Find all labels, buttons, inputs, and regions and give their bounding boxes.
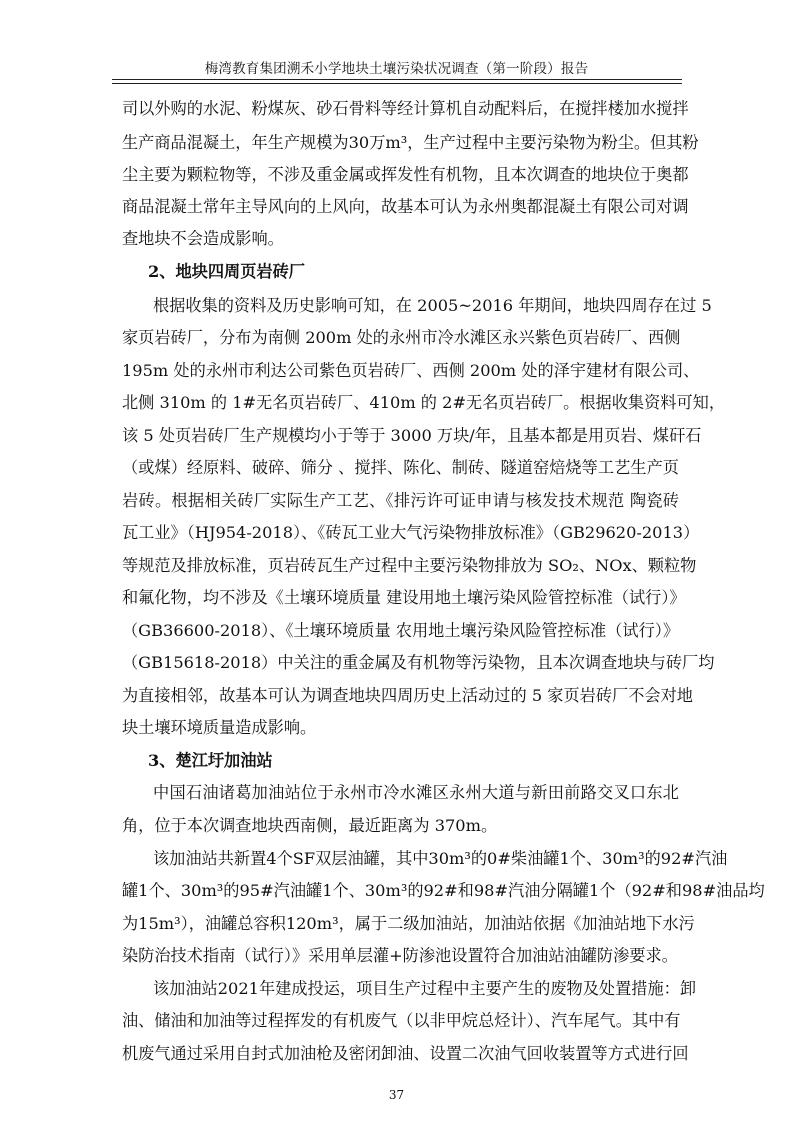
- text-line: 为15m³），油罐总容积120m³，属于二级加油站，加油站依据《加油站地下水污: [122, 914, 695, 933]
- text-line: 为直接相邻，故基本可认为调查地块四周历史上活动过的 5 家页岩砖厂不会对地: [122, 686, 693, 705]
- text-line: 尘主要为颗粒物等，不涉及重金属或挥发性有机物，且本次调查的地块位于奥都: [122, 165, 689, 184]
- text-line: 商品混凝土常年主导风向的上风向，故基本可认为永州奥都混凝土有限公司对调: [122, 197, 689, 216]
- text-line: 块土壤环境质量造成影响。: [122, 718, 317, 737]
- text-line: 司以外购的水泥、粉煤灰、砂石骨料等经计算机自动配料后，在搅拌楼加水搅拌: [122, 99, 689, 118]
- text-line: 该 5 处页岩砖厂生产规模均小于等于 3000 万块/年，且基本都是用页岩、煤矸石: [122, 426, 702, 445]
- text-line: 油、储油和加油等过程挥发的有机废气（以非甲烷总烃计）、汽车尾气。其中有: [122, 1011, 681, 1030]
- section-heading: 2、地块四周页岩砖厂: [148, 262, 305, 281]
- text-line: 染防治技术指南（试行）》采用单层灌+防渗池设置符合加油站油罐防渗要求。: [122, 946, 678, 965]
- text-line: 瓦工业》（HJ954-2018）、《砖瓦工业大气污染物排放标准》（GB29620-2013）: [122, 523, 700, 542]
- text-line: （GB15618-2018）中关注的重金属及有机物等污染物，且本次调查地块与砖厂均: [122, 653, 715, 672]
- text-line: 罐1个、30m³的95#汽油罐1个、30m³的92#和98#汽油分隔罐1个（92#和98#油品均: [122, 881, 765, 900]
- text-line: 查地块不会造成影响。: [122, 229, 284, 248]
- text-line: （或煤）经原料、破碎、筛分 、搅拌、陈化、制砖、隧道窑焙烧等工艺生产页: [122, 458, 679, 477]
- text-line: （GB36600-2018）、《土壤环境质量 农用地土壤污染风险管控标准（试行）》: [122, 621, 680, 640]
- text-line: 该加油站共新置4个SF双层油罐，其中30m³的0#柴油罐1个、30m³的92#汽油: [153, 849, 728, 868]
- text-line: 家页岩砖厂，分布为南侧 200m 处的永州市冷水滩区永兴紫色页岩砖厂、西侧: [122, 328, 681, 347]
- text-line: 等规范及排放标准，页岩砖瓦生产过程中主要污染物排放为 SO₂、NOx、颗粒物: [122, 556, 697, 575]
- text-line: 角，位于本次调查地块西南侧，最近距离为 370m。: [122, 816, 498, 835]
- text-line: 该加油站2021年建成投运，项目生产过程中主要产生的废物及处置措施：卸: [153, 979, 697, 998]
- text-line: 根据收集的资料及历史影响可知，在 2005~2016 年期间，地块四周存在过 5: [153, 296, 712, 315]
- text-line: 中国石油诸葛加油站位于永州市冷水滩区永州大道与新田前路交叉口东北: [153, 783, 679, 802]
- text-line: 岩砖。根据相关砖厂实际生产工艺、《排污许可证申请与核发技术规范 陶瓷砖: [122, 491, 679, 510]
- page-number: 37: [388, 1088, 405, 1102]
- text-line: 195m 处的永州市利达公司紫色页岩砖厂、西侧 200m 处的泽宇建材有限公司、: [122, 361, 700, 380]
- running-header: 梅湾教育集团溯禾小学地块土壤污染状况调查（第一阶段）报告: [204, 61, 589, 77]
- text-line: 生产商品混凝土，年生产规模为30万m³，生产过程中主要污染物为粉尘。但其粉: [122, 133, 699, 152]
- text-line: 和氟化物，均不涉及《土壤环境质量 建设用地土壤污染风险管控标准（试行）》: [122, 588, 686, 607]
- section-heading: 3、楚江圩加油站: [148, 751, 273, 770]
- text-line: 北侧 310m 的 1#无名页岩砖厂、410m 的 2#无名页岩砖厂。根据收集资料可知，: [122, 393, 726, 412]
- text-line: 机废气通过采用自封式加油枪及密闭卸油、设置二次油气回收装置等方式进行回: [122, 1044, 689, 1063]
- header-divider: [112, 79, 682, 84]
